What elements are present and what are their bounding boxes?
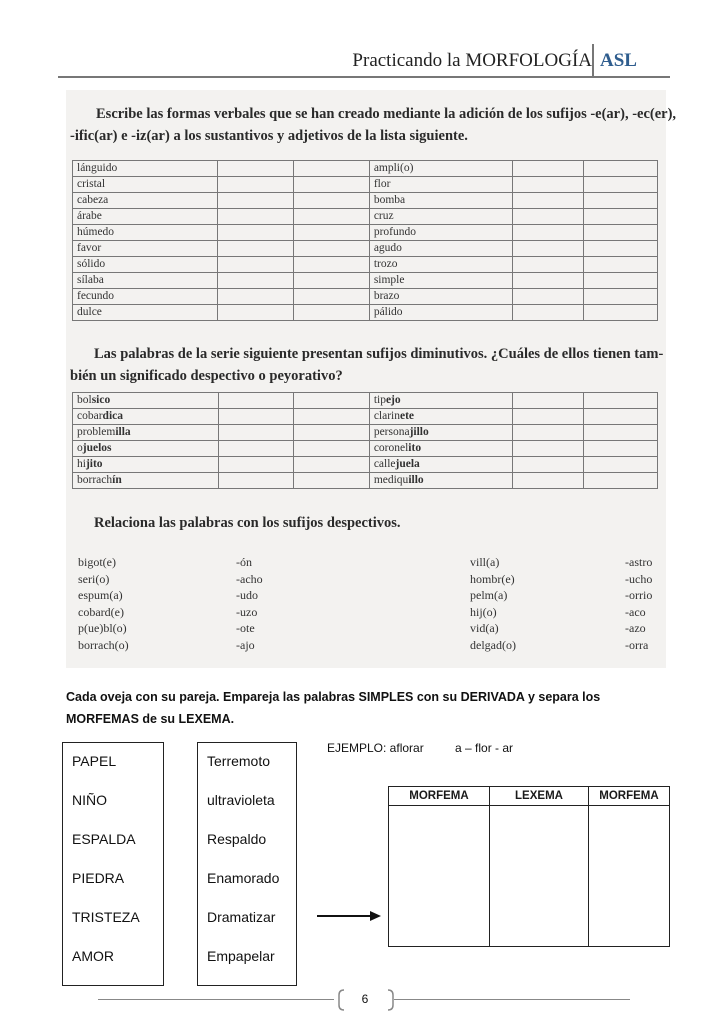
table-row <box>73 273 658 289</box>
header-lexema: LEXEMA <box>490 787 589 806</box>
blank-cell <box>512 273 583 289</box>
blank-cell <box>294 409 369 425</box>
derived-word: Enamorado <box>207 870 280 886</box>
exercise-instruction <box>66 686 666 730</box>
suffix-item: -udo <box>236 588 258 603</box>
blank-cell <box>583 209 657 225</box>
blank-cell <box>513 393 584 409</box>
blank-cell <box>294 441 369 457</box>
suffix-item: -ajo <box>236 637 255 652</box>
answer-cell[interactable] <box>589 806 670 835</box>
suffix-item: cobard(e) <box>78 604 124 619</box>
simple-word: TRISTEZA <box>72 909 140 925</box>
derived-word: Empapelar <box>207 948 275 964</box>
answer-cell[interactable] <box>389 834 490 862</box>
table-row <box>73 257 658 273</box>
simple-word: AMOR <box>72 948 114 964</box>
blank-cell <box>294 209 370 225</box>
blank-cell <box>294 305 370 321</box>
blank-cell <box>583 289 657 305</box>
answer-cell[interactable] <box>389 918 490 947</box>
word-stem: hi <box>77 458 86 470</box>
table-row <box>73 409 658 425</box>
section2-instruction-line2: bién un significado despectivo o peyorativo? <box>70 368 343 384</box>
blank-cell <box>513 457 584 473</box>
answer-cell[interactable] <box>589 834 670 862</box>
answer-cell[interactable] <box>389 806 490 835</box>
table-row <box>73 193 658 209</box>
blank-cell <box>294 289 370 305</box>
suffix-item: -orrio <box>625 588 653 603</box>
blank-cell <box>294 457 369 473</box>
blank-cell <box>219 393 294 409</box>
blank-cell <box>513 473 584 489</box>
word-cell <box>369 393 513 409</box>
word-cell <box>73 473 219 489</box>
blank-cell <box>294 225 370 241</box>
blank-cell <box>513 409 584 425</box>
word-cell <box>369 457 513 473</box>
suffix-item: -astro <box>625 555 653 569</box>
blank-cell <box>512 289 583 305</box>
table-row <box>73 209 658 225</box>
table-row <box>73 177 658 193</box>
suffix-item: hij(o) <box>470 604 497 619</box>
blank-cell <box>512 177 583 193</box>
word-stem: tip <box>373 394 386 406</box>
blank-cell <box>583 273 657 289</box>
suffix-item: -uzo <box>236 604 258 619</box>
section2-instruction-line1: Las palabras de la serie siguiente presentan sufijos diminutivos. ¿Cuáles de ellos tienen tam- <box>94 346 664 362</box>
word-cell <box>73 441 219 457</box>
blank-cell <box>513 425 584 441</box>
blank-cell <box>294 273 370 289</box>
blank-cell <box>294 257 370 273</box>
table-row <box>73 473 658 489</box>
blank-cell <box>512 193 583 209</box>
word-suffix: illa <box>115 426 131 438</box>
blank-cell <box>583 241 657 257</box>
blank-cell <box>583 161 657 177</box>
suffix-item: -aco <box>625 604 646 619</box>
word-cell: cabeza <box>73 193 218 209</box>
exercise-instruction-line1: Cada oveja con su pareja. Empareja las palabras SIMPLES con su DERIVADA y separa los <box>66 690 601 704</box>
blank-cell <box>294 473 369 489</box>
verb-forms-table <box>72 160 658 321</box>
blank-cell <box>583 193 657 209</box>
simple-word: PAPEL <box>72 753 117 769</box>
derived-word: Terremoto <box>207 753 271 769</box>
word-cell: cruz <box>369 209 512 225</box>
blank-cell <box>512 209 583 225</box>
header-separator <box>592 44 594 76</box>
word-cell: brazo <box>369 289 512 305</box>
suffix-item: pelm(a) <box>470 588 508 603</box>
word-cell: trozo <box>369 257 512 273</box>
page-number: 6 <box>361 992 369 1006</box>
header-title: Practicando la MORFOLOGÍA <box>352 50 592 71</box>
blank-cell <box>218 241 294 257</box>
table-row <box>73 161 658 177</box>
suffix-item: borrach(o) <box>78 637 129 652</box>
blank-cell <box>218 209 294 225</box>
blank-cell <box>218 273 294 289</box>
word-cell: bomba <box>369 193 512 209</box>
diminutive-table <box>72 392 658 489</box>
table-row <box>73 441 658 457</box>
section3-instruction: Relaciona las palabras con los sufijos despectivos. <box>94 515 401 531</box>
word-cell: sílaba <box>73 273 218 289</box>
suffix-item: hombr(e) <box>470 571 515 586</box>
word-cell <box>369 425 513 441</box>
word-cell <box>73 457 219 473</box>
simple-word: PIEDRA <box>72 870 125 886</box>
blank-cell <box>512 305 583 321</box>
table-row <box>73 393 658 409</box>
suffix-col-suffixes-2 <box>625 554 652 654</box>
word-cell <box>369 409 513 425</box>
word-cell: lánguido <box>73 161 218 177</box>
answer-cell[interactable] <box>490 806 589 835</box>
word-cell: cristal <box>73 177 218 193</box>
word-stem: cobar <box>77 410 103 422</box>
blank-cell <box>583 177 657 193</box>
blank-cell <box>583 257 657 273</box>
word-cell <box>369 441 513 457</box>
footer-rule-left <box>98 999 334 1000</box>
blank-cell <box>294 393 369 409</box>
answer-cell[interactable] <box>589 918 670 947</box>
blank-cell <box>512 161 583 177</box>
word-cell: profundo <box>369 225 512 241</box>
blank-cell <box>584 473 658 489</box>
simples-box <box>62 742 164 986</box>
word-cell: fecundo <box>73 289 218 305</box>
blank-cell <box>219 441 294 457</box>
blank-cell <box>584 393 658 409</box>
word-cell: ampli(o) <box>369 161 512 177</box>
header-rule <box>58 76 670 78</box>
word-stem: clarin <box>373 410 400 422</box>
word-suffix: juela <box>395 458 420 470</box>
word-cell: sólido <box>73 257 218 273</box>
word-cell <box>73 409 219 425</box>
simple-word: NIÑO <box>72 792 107 808</box>
word-cell: agudo <box>369 241 512 257</box>
suffix-item: espum(a) <box>78 588 123 603</box>
section1-instruction-line2: -ific(ar) e -iz(ar) a los sustantivos y adjetivos de la lista siguiente. <box>70 128 468 144</box>
word-suffix: ejo <box>385 394 401 406</box>
word-cell <box>369 473 513 489</box>
simple-word: ESPALDA <box>72 831 136 847</box>
word-suffix: ito <box>408 442 422 454</box>
blank-cell <box>584 457 658 473</box>
suffix-item: bigot(e) <box>78 555 116 569</box>
suffix-item: p(ue)bl(o) <box>78 621 127 636</box>
answer-cell[interactable] <box>490 862 589 890</box>
answer-cell[interactable] <box>490 834 589 862</box>
blank-cell <box>584 409 658 425</box>
answer-cell[interactable] <box>589 890 670 918</box>
header-tag: ASL <box>600 50 637 71</box>
word-cell: húmedo <box>73 225 218 241</box>
answer-cell[interactable] <box>389 862 490 890</box>
answer-row <box>389 862 670 890</box>
answer-row <box>389 890 670 918</box>
word-stem: o <box>77 442 83 454</box>
blank-cell <box>294 193 370 209</box>
answer-cell[interactable] <box>389 890 490 918</box>
word-stem: bol <box>77 394 92 406</box>
blank-cell <box>294 161 370 177</box>
word-suffix: sico <box>91 394 111 406</box>
word-cell: dulce <box>73 305 218 321</box>
table-row <box>73 225 658 241</box>
blank-cell <box>584 441 658 457</box>
word-suffix: ín <box>112 474 122 486</box>
blank-cell <box>294 425 369 441</box>
word-suffix: ete <box>400 410 415 422</box>
table-row <box>73 241 658 257</box>
derived-word: Dramatizar <box>207 909 276 925</box>
blank-cell <box>219 457 294 473</box>
blank-cell <box>218 193 294 209</box>
blank-cell <box>218 225 294 241</box>
blank-cell <box>218 257 294 273</box>
word-cell: simple <box>369 273 512 289</box>
word-stem: calle <box>373 458 396 470</box>
blank-cell <box>583 225 657 241</box>
blank-cell <box>512 225 583 241</box>
morpheme-table <box>388 786 670 947</box>
suffix-item: vid(a) <box>470 621 499 636</box>
blank-cell <box>513 441 584 457</box>
blank-cell <box>219 425 294 441</box>
word-suffix: juelos <box>82 442 112 454</box>
header-morfema-2: MORFEMA <box>589 787 670 806</box>
suffix-item: seri(o) <box>78 571 110 586</box>
suffix-item: vill(a) <box>470 555 500 569</box>
blank-cell <box>218 177 294 193</box>
blank-cell <box>218 305 294 321</box>
suffix-item: -ón <box>236 555 252 569</box>
word-stem: coronel <box>373 442 409 454</box>
blank-cell <box>219 409 294 425</box>
section1-instruction-line1: Escribe las formas verbales que se han creado mediante la adición de los sufijos -e(ar), -ec(er), <box>96 106 677 122</box>
suffix-col-stems-1 <box>78 554 129 654</box>
suffix-col-suffixes-1 <box>236 554 263 654</box>
arrow-right-icon <box>316 908 382 924</box>
suffix-col-stems-2 <box>470 554 516 654</box>
derivadas-box <box>197 742 297 986</box>
exercise-instruction-line2: MORFEMAS de su LEXEMA. <box>66 712 235 726</box>
header-morfema-1: MORFEMA <box>389 787 490 806</box>
blank-cell <box>219 473 294 489</box>
word-cell: flor <box>369 177 512 193</box>
blank-cell <box>294 241 370 257</box>
footer-rule-right <box>394 999 630 1000</box>
word-stem: persona <box>373 426 410 438</box>
table-row <box>73 457 658 473</box>
suffix-item: -ote <box>236 621 255 636</box>
word-cell: árabe <box>73 209 218 225</box>
word-suffix: jito <box>85 458 103 470</box>
example-value: a – flor - ar <box>455 741 514 755</box>
word-stem: borrach <box>77 474 113 486</box>
suffix-item: -ucho <box>625 571 653 586</box>
word-cell <box>73 425 219 441</box>
table-row <box>73 289 658 305</box>
example-label: EJEMPLO: aflorar <box>327 741 424 755</box>
table-row <box>73 305 658 321</box>
blank-cell <box>512 257 583 273</box>
blank-cell <box>583 305 657 321</box>
table-row <box>73 425 658 441</box>
suffix-item: -azo <box>625 621 646 636</box>
suffix-item: -acho <box>236 571 263 586</box>
blank-cell <box>584 425 658 441</box>
suffix-item: -orra <box>625 637 649 652</box>
word-cell <box>73 393 219 409</box>
word-suffix: illo <box>408 474 424 486</box>
answer-cell[interactable] <box>490 890 589 918</box>
answer-row <box>389 918 670 947</box>
blank-cell <box>218 161 294 177</box>
derived-word: ultravioleta <box>207 792 275 808</box>
answer-row <box>389 806 670 835</box>
suffix-item: delgad(o) <box>470 637 516 652</box>
word-cell: favor <box>73 241 218 257</box>
word-cell: pálido <box>369 305 512 321</box>
blank-cell <box>512 241 583 257</box>
derived-word: Respaldo <box>207 831 267 847</box>
answer-cell[interactable] <box>589 862 670 890</box>
word-suffix: jillo <box>409 426 429 438</box>
word-stem: problem <box>77 426 116 438</box>
word-stem: mediqu <box>373 474 409 486</box>
word-suffix: dica <box>102 410 123 422</box>
answer-row <box>389 834 670 862</box>
answer-cell[interactable] <box>490 918 589 947</box>
blank-cell <box>294 177 370 193</box>
blank-cell <box>218 289 294 305</box>
